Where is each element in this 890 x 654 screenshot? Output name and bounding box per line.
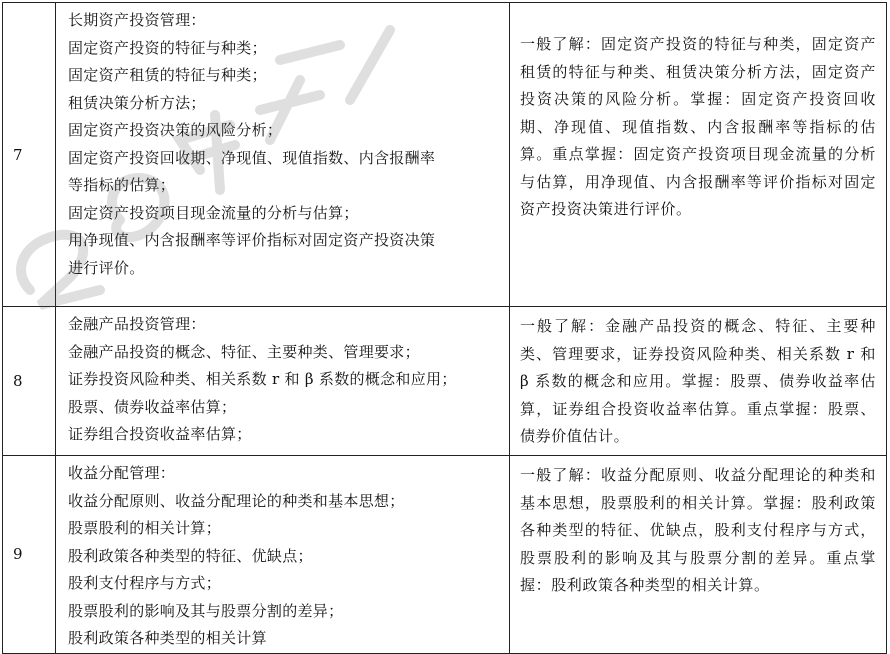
row-number: 7 (3, 3, 56, 307)
table-row (3, 456, 887, 654)
content-line: 金融产品投资管理： (68, 315, 206, 333)
requirement-cell (510, 307, 887, 456)
content-line: 固定资产投资回收期、净现值、现值指数、内含报酬率 (68, 148, 436, 167)
content-line: 等指标的估算； (68, 176, 176, 194)
content-line: 租赁决策分析方法； (68, 93, 206, 112)
content-line: 用净现值、内含报酬率等评价指标对固定资产投资决策 (68, 231, 436, 249)
requirement-text: 一般了解：固定资产投资的特征与种类，固定资产租赁的特征与种类、租赁决策分析方法，固定资产投资决策的风险分析。掌握：固定资产投资回收期、净现值、现值指数、内含报酬率等指标的估算。重点掌握：固定资产投资项目现金流量的分析与估算，用净现值、内含报酬率等评价指标对固定资产投资决策进行评价。 (520, 35, 876, 218)
row-number: 9 (3, 456, 56, 654)
content-line: 固定资产租赁的特征与种类； (68, 66, 267, 84)
content-cell (56, 3, 510, 307)
table-row (3, 307, 887, 456)
content-line: 固定资产投资的特征与种类； (68, 38, 267, 57)
content-line: 股利政策各种类型的特征、优缺点； (68, 546, 313, 565)
requirement-text: 一般了解：金融产品投资的概念、特征、主要种类、管理要求，证券投资风险种类、相关系数 r 和 β 系数的概念和应用。掌握：股票、债券收益率估算，证券组合投资收益率估算。重点掌握：股票、债券价值估计。 (520, 317, 876, 445)
content-line: 股利政策各种类型的相关计算 (68, 629, 267, 647)
table-row (3, 3, 887, 307)
content-line: 收益分配原则、收益分配理论的种类和基本思想； (68, 491, 405, 510)
content-line: 股票股利的影响及其与股票分割的差异； (68, 601, 344, 620)
content-cell (56, 307, 510, 456)
row-number: 8 (3, 307, 56, 456)
syllabus-table (2, 2, 887, 654)
content-line: 股票、债券收益率估算； (68, 397, 237, 416)
content-line: 金融产品投资的概念、特征、主要种类、管理要求； (68, 342, 420, 361)
content-line: 固定资产投资决策的风险分析； (68, 121, 283, 139)
content-line: 长期资产投资管理： (68, 11, 206, 29)
requirement-text: 一般了解：收益分配原则、收益分配理论的种类和基本思想，股票股利的相关计算。掌握：股利政策各种类型的特征、优缺点，股利支付程序与方式，股票股利的影响及其与股票分割的差异。重点掌握：股利政策各种类型的相关计算。 (520, 466, 876, 594)
content-line: 进行评价。 (68, 258, 145, 277)
content-line: 证券投资风险种类、相关系数 r 和 β 系数的概念和应用； (68, 370, 457, 388)
content-cell (56, 456, 510, 654)
requirement-cell (510, 456, 887, 654)
requirement-cell (510, 3, 887, 307)
content-line: 固定资产投资项目现金流量的分析与估算； (68, 203, 359, 222)
content-line: 股票股利的相关计算； (68, 519, 222, 537)
content-line: 股利支付程序与方式； (68, 574, 222, 592)
content-line: 收益分配管理： (68, 464, 176, 482)
content-line: 证券组合投资收益率估算； (68, 425, 252, 443)
